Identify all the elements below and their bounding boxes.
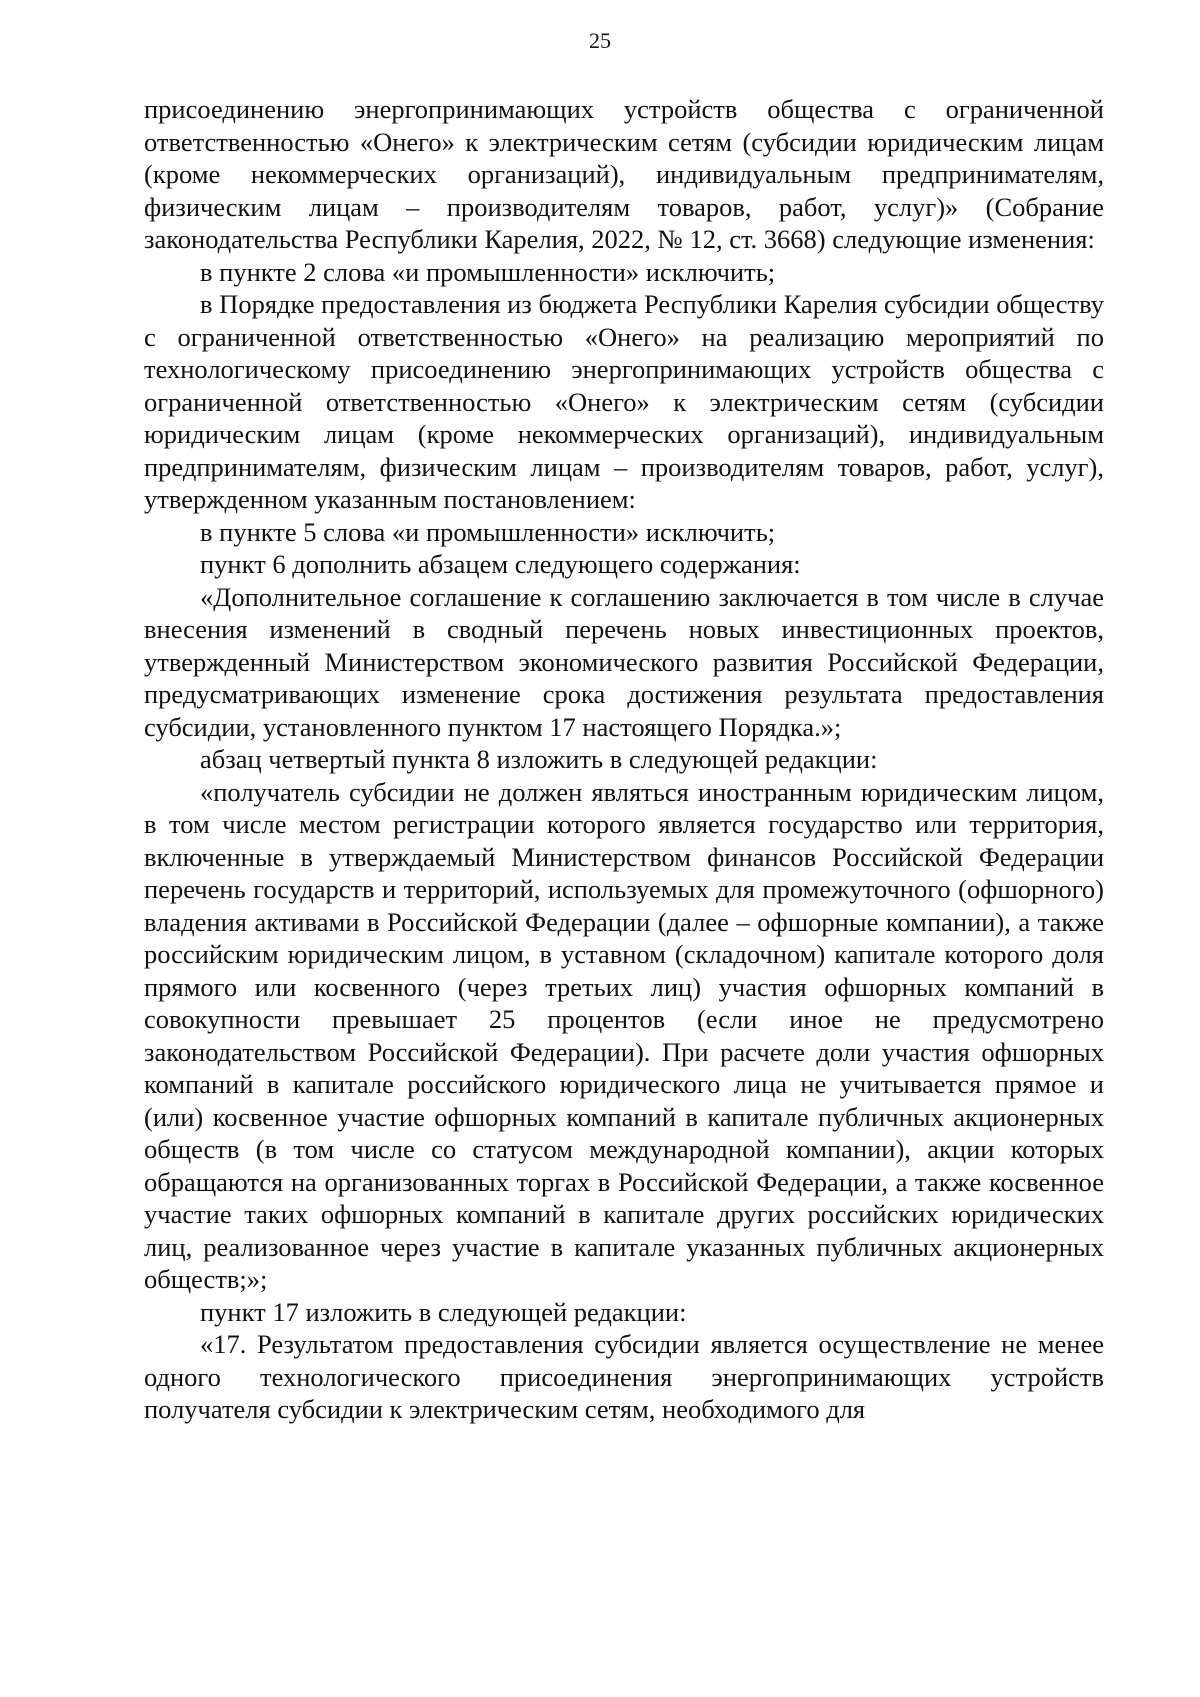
paragraph: в Порядке предоставления из бюджета Республики Карелия субсидии обществу с ограниченной ответственностью «Онего» на реализацию мероприятий по технологическому присоединению энергопринимающих устройств общества с ограниченной ответственностью «Онего» к электрическим сетям (субсидии юридическим лицам (кроме некоммерческих организаций), индивидуальным предпринимателям, физическим лицам – производителям товаров, работ, услуг), утвержденном указанным постановлением: <box>144 289 1104 514</box>
paragraph: абзац четвертый пункта 8 изложить в следующей редакции: <box>200 744 878 774</box>
paragraph: в пункте 5 слова «и промышленности» исключить; <box>200 516 776 547</box>
paragraph: пункт 6 дополнить абзацем следующего содержания: <box>200 549 801 579</box>
document-body <box>144 93 1104 1426</box>
paragraph: в пункте 2 слова «и промышленности» исключить; <box>200 256 776 287</box>
paragraph: пункт 17 изложить в следующей редакции: <box>200 1296 687 1327</box>
paragraph-continuation: присоединению энергопринимающих устройств общества с ограниченной ответственностью «Онего» к электрическим сетям (субсидии юридическим лицам (кроме некоммерческих организаций), индивидуальным предпринимателям, физическим лицам – производителям товаров, работ, услуг)» (Собрание законодательства Республики Карелия, 2022, № 12, ст. 3668) следующие изменения: <box>144 94 1104 254</box>
paragraph: «Дополнительное соглашение к соглашению заключается в том числе в случае внесения изменений в сводный перечень новых инвестиционных проектов, утвержденный Министерством экономического развития Российской Федерации, предусматривающих изменение срока достижения результата предоставления субсидии, установленного пунктом 17 настоящего Порядка.»; <box>144 581 1104 742</box>
page-number: 25 <box>589 28 611 53</box>
paragraph: «17. Результатом предоставления субсидии является осуществление не менее одного технологического присоединения энергопринимающих устройств получателя субсидии к электрическим сетям, необходимого для <box>144 1329 1104 1424</box>
paragraph: «получатель субсидии не должен являться иностранным юридическим лицом, в том числе местом регистрации которого является государство или территория, включенные в утверждаемый Министерством финансов Российской Федерации перечень государств и территорий, используемых для промежуточного (офшорного) владения активами в Российской Федерации (далее – офшорные компании), а также российским юридическим лицом, в уставном (складочном) капитале которого доля прямого или косвенного (через третьих лиц) участия офшорных компаний в совокупности превышает 25 процентов (если иное не предусмотрено законодательством Российской Федерации). При расчете доли участия офшорных компаний в капитале российского юридического лица не учитывается прямое и (или) косвенное участие офшорных компаний в капитале публичных акционерных обществ (в том числе со статусом международной компании), акции которых обращаются на организованных торгах в Российской Федерации, а также косвенное участие таких офшорных компаний в капитале других российских юридических лиц, реализованное через участие в капитале указанных публичных акционерных обществ;»; <box>144 776 1104 1294</box>
